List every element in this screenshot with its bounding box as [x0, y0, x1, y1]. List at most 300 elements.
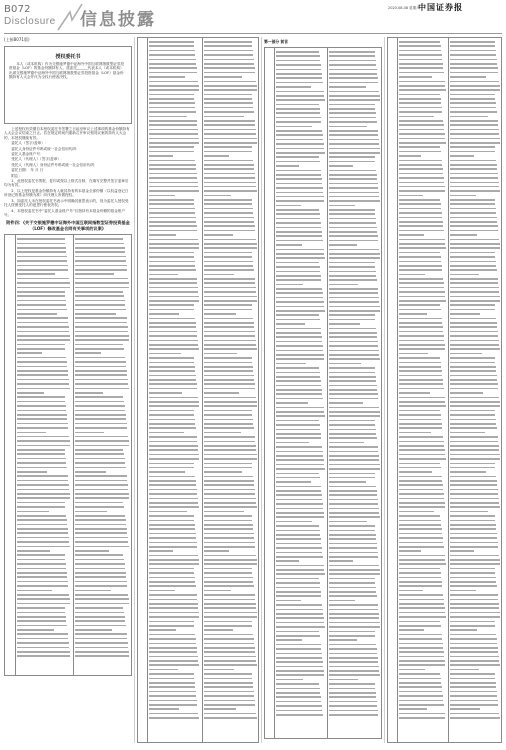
text-line [149, 41, 194, 43]
text-line [329, 464, 380, 466]
column-divider [261, 37, 262, 743]
segment-title: 第一部分 前言 [264, 39, 289, 44]
text-line [17, 598, 70, 600]
text-line [329, 578, 375, 580]
text-line [329, 674, 380, 676]
text-line [204, 59, 254, 61]
text-line [450, 322, 497, 324]
text-line [204, 634, 253, 636]
text-line [450, 388, 498, 390]
text-line [149, 511, 187, 513]
text-line [450, 419, 496, 421]
text-line [276, 613, 323, 615]
text-line [75, 462, 125, 464]
text-line [399, 463, 440, 465]
text-line [276, 288, 322, 290]
text-line [204, 155, 229, 157]
text-line [450, 651, 498, 653]
text-line [204, 208, 253, 210]
text-line [75, 427, 127, 429]
text-line [204, 476, 253, 478]
text-line [75, 581, 127, 583]
text-line [399, 533, 442, 535]
text-line [149, 107, 195, 109]
text-line [329, 165, 353, 167]
text-line [276, 358, 324, 360]
text-line [149, 146, 194, 148]
text-line [399, 656, 444, 658]
text-line [204, 282, 255, 284]
text-line [276, 556, 323, 558]
text-line [276, 178, 322, 180]
text-line [276, 639, 302, 641]
text-line [149, 414, 194, 416]
text-line [17, 282, 70, 284]
text-line [399, 405, 446, 407]
text-line [149, 454, 199, 456]
text-line [204, 471, 242, 473]
text-line [450, 660, 499, 662]
text-line [149, 335, 197, 337]
text-line [149, 717, 199, 719]
text-line [450, 331, 498, 333]
text-line [204, 581, 253, 583]
text-line [276, 117, 321, 119]
text-line [204, 484, 254, 486]
text-line [399, 362, 441, 364]
text-line [149, 568, 194, 570]
text-line [17, 278, 69, 280]
text-line [17, 576, 67, 578]
text-line [276, 683, 319, 685]
text-line [329, 653, 377, 655]
proxy-paragraph: 2、以上授权是基金份额持有人就其持有的本基金全部份额（以权益登记日所登记的基金份额为准）向代理人所做授权。 [4, 188, 129, 198]
text-line [204, 212, 253, 214]
text-line [149, 577, 195, 579]
text-line [276, 372, 320, 374]
text-line [276, 108, 320, 110]
text-line [204, 673, 252, 675]
text-line [204, 678, 252, 680]
text-line [149, 643, 196, 645]
text-line [450, 375, 497, 377]
text-line [450, 581, 496, 583]
text-line [204, 252, 252, 254]
text-line [329, 310, 380, 312]
text-line [399, 476, 442, 478]
text-line [204, 392, 239, 394]
text-line [17, 335, 70, 337]
text-line [329, 573, 380, 575]
text-line [450, 151, 495, 153]
text-line [17, 273, 55, 275]
text-line [149, 542, 197, 544]
text-line [204, 629, 233, 631]
text-line [399, 629, 424, 631]
text-line [399, 607, 445, 609]
text-line [276, 565, 324, 567]
text-line [399, 186, 445, 188]
text-line [276, 156, 319, 158]
text-line [276, 635, 320, 637]
text-line [149, 629, 176, 631]
text-line [450, 489, 498, 491]
text-line [450, 656, 499, 658]
text-line [17, 629, 54, 631]
text-line [450, 89, 500, 91]
text-line [276, 402, 308, 404]
text-line [149, 168, 196, 170]
text-line [276, 336, 322, 338]
text-line [204, 89, 257, 91]
text-line [399, 419, 441, 421]
text-line [149, 379, 196, 381]
text-line [329, 86, 366, 88]
text-line [204, 362, 252, 364]
proxy-paragraph: 委托人（签字/盖章）： [11, 141, 49, 146]
text-line [450, 476, 496, 478]
text-line [329, 262, 375, 264]
text-line [149, 177, 197, 179]
text-line [399, 353, 428, 355]
text-line [17, 585, 68, 587]
text-line [204, 318, 253, 320]
text-line [204, 296, 257, 298]
text-line [399, 432, 431, 434]
text-line [399, 664, 445, 666]
text-line [450, 414, 495, 416]
text-line [450, 607, 499, 609]
text-line [276, 192, 323, 194]
text-line [276, 69, 321, 71]
text-line [17, 568, 66, 570]
text-line [149, 559, 199, 561]
table-column-original [276, 51, 325, 718]
text-line [75, 410, 125, 412]
text-line [399, 546, 444, 548]
text-line [399, 221, 443, 223]
text-line [75, 598, 129, 600]
text-line [17, 546, 70, 548]
text-line [329, 595, 377, 597]
text-line [204, 54, 253, 56]
text-line [149, 304, 194, 306]
proxy-paragraph: 受托人（代理人）（签字/盖章）： [11, 157, 65, 162]
text-line [329, 218, 376, 220]
text-line [204, 304, 252, 306]
text-line [329, 661, 378, 663]
text-line [276, 284, 303, 286]
text-line [149, 182, 198, 184]
text-line [204, 50, 253, 52]
text-line [450, 383, 498, 385]
text-line [204, 577, 253, 579]
text-line [17, 256, 67, 258]
text-line [75, 511, 107, 513]
text-line [149, 476, 195, 478]
text-line [75, 563, 125, 565]
text-line [149, 195, 175, 197]
text-line [329, 424, 375, 426]
text-line [204, 489, 255, 491]
text-line [399, 239, 445, 241]
text-line [399, 203, 441, 205]
text-line [329, 538, 376, 540]
text-line [450, 484, 497, 486]
text-line [75, 322, 127, 324]
text-line [276, 420, 319, 422]
text-line [399, 344, 445, 346]
text-line [75, 568, 125, 570]
text-line [450, 401, 500, 403]
text-line [17, 432, 46, 434]
text-line [450, 432, 485, 434]
page-header [0, 0, 506, 34]
text-line [450, 533, 497, 535]
text-line [204, 607, 256, 609]
text-line [450, 208, 496, 210]
text-line [204, 656, 256, 658]
text-line [149, 493, 197, 495]
text-line [75, 256, 126, 258]
text-line [204, 559, 257, 561]
text-line [149, 704, 197, 706]
text-line [75, 331, 128, 333]
text-line [204, 173, 255, 175]
text-line [276, 674, 324, 676]
text-line [276, 494, 322, 496]
text-line [450, 300, 500, 302]
text-line [276, 609, 323, 611]
text-line [204, 550, 229, 552]
table-column-revised [450, 41, 501, 722]
text-line [17, 405, 66, 407]
text-line [399, 484, 443, 486]
text-line [276, 143, 324, 145]
text-line [399, 383, 443, 385]
text-line [204, 383, 255, 385]
text-line [17, 511, 49, 513]
text-line [75, 379, 128, 381]
text-line [17, 493, 70, 495]
text-line [399, 467, 441, 469]
text-line [149, 63, 196, 65]
text-line [399, 638, 442, 640]
text-line [276, 380, 321, 382]
text-line [75, 594, 128, 596]
text-line [329, 696, 376, 698]
text-line [276, 227, 321, 229]
text-line [17, 396, 65, 398]
text-line [149, 309, 194, 311]
text-line [450, 423, 496, 425]
text-line [149, 278, 197, 280]
text-line [149, 261, 195, 263]
text-line [75, 537, 128, 539]
text-line [329, 170, 376, 172]
text-line [149, 383, 197, 385]
text-line [276, 235, 322, 237]
text-line [329, 275, 376, 277]
text-line [329, 376, 376, 378]
text-line [149, 520, 194, 522]
text-line [149, 678, 194, 680]
text-line [276, 99, 325, 101]
text-line [75, 642, 128, 644]
text-line [329, 372, 375, 374]
text-line [276, 279, 321, 281]
text-line [329, 95, 380, 97]
text-line [75, 546, 129, 548]
proxy-paragraph: 委托人身份证件号码或统一社会信用代码： [11, 146, 80, 151]
text-line [399, 603, 444, 605]
text-line [204, 397, 256, 399]
text-line [75, 655, 129, 657]
text-line [204, 493, 255, 495]
text-line [276, 666, 323, 668]
text-line [204, 506, 257, 508]
text-line [204, 45, 252, 47]
text-line [329, 363, 361, 365]
text-line [329, 161, 375, 163]
text-line [204, 203, 252, 205]
amendment-table-continued [137, 37, 259, 743]
text-line [399, 291, 445, 293]
text-line [75, 506, 124, 508]
issue-date: 2020.08.08 星期六 [388, 6, 420, 10]
text-line [149, 129, 198, 131]
text-line [149, 471, 185, 473]
text-line [399, 594, 443, 596]
text-line [450, 50, 496, 52]
text-line [329, 244, 357, 246]
text-line [329, 178, 377, 180]
text-line [204, 388, 255, 390]
text-line [329, 152, 380, 154]
text-line [329, 556, 378, 558]
text-line [450, 282, 498, 284]
text-line [276, 714, 323, 716]
text-line [450, 599, 498, 601]
text-line [149, 449, 198, 451]
text-line [276, 306, 324, 308]
text-line [329, 77, 378, 79]
text-line [204, 234, 233, 236]
text-line [75, 638, 127, 640]
text-line [75, 251, 125, 253]
text-line [75, 273, 114, 275]
text-line [276, 86, 311, 88]
text-line [329, 609, 378, 611]
text-line [17, 651, 70, 653]
text-line [17, 348, 65, 350]
text-line [149, 638, 196, 640]
text-line [149, 138, 199, 140]
text-line [75, 361, 126, 363]
amendment-table [4, 234, 132, 676]
text-line [329, 279, 377, 281]
text-line [399, 225, 443, 227]
text-line [450, 612, 500, 614]
text-line [204, 664, 257, 666]
text-line [75, 607, 123, 609]
text-line [450, 76, 486, 78]
text-line [75, 265, 127, 267]
text-line [450, 265, 496, 267]
text-line [276, 323, 305, 325]
text-line [276, 644, 321, 646]
text-line [450, 81, 499, 83]
text-line [17, 612, 65, 614]
text-line [276, 424, 320, 426]
text-line [149, 686, 195, 688]
text-line [329, 451, 378, 453]
proxy-paragraph: 1、此授权委托书剪报、复印或按以上格式自制，在填写完整并签字盖章后均为有效。 [4, 179, 129, 188]
text-line [329, 332, 377, 334]
text-line [399, 357, 440, 359]
text-line [329, 701, 377, 703]
text-line [399, 164, 442, 166]
text-line [276, 161, 320, 163]
text-line [329, 543, 377, 545]
text-line [204, 67, 255, 69]
text-line [399, 401, 445, 403]
text-line [75, 339, 129, 341]
text-line [75, 541, 128, 543]
text-line [149, 436, 197, 438]
text-line [276, 121, 321, 123]
text-line [276, 297, 323, 299]
text-line [75, 432, 104, 434]
text-line [399, 563, 446, 565]
text-line [450, 116, 488, 118]
text-line [329, 249, 379, 251]
text-line [149, 445, 198, 447]
text-line [329, 407, 379, 409]
text-line [149, 708, 179, 710]
text-line [450, 313, 480, 315]
text-line [149, 155, 173, 157]
text-line [149, 498, 198, 500]
text-line [75, 260, 126, 262]
text-line [204, 515, 252, 517]
text-line [399, 502, 445, 504]
text-line [149, 217, 196, 219]
text-line [399, 76, 432, 78]
text-line [204, 542, 255, 544]
text-line [399, 625, 441, 627]
text-line [450, 471, 486, 473]
text-line [399, 326, 443, 328]
text-line [17, 410, 66, 412]
text-line [75, 550, 109, 552]
text-line [17, 572, 67, 574]
text-line [204, 612, 257, 614]
text-line [276, 354, 324, 356]
text-line [204, 146, 252, 148]
text-line [399, 129, 444, 131]
text-line [149, 348, 199, 350]
text-line [450, 392, 483, 394]
text-line [149, 252, 194, 254]
text-line [149, 116, 187, 118]
text-line [149, 647, 197, 649]
text-line [450, 542, 498, 544]
text-line [329, 622, 380, 624]
text-line [276, 187, 323, 189]
table-column-original [149, 41, 200, 722]
text-line [329, 192, 379, 194]
